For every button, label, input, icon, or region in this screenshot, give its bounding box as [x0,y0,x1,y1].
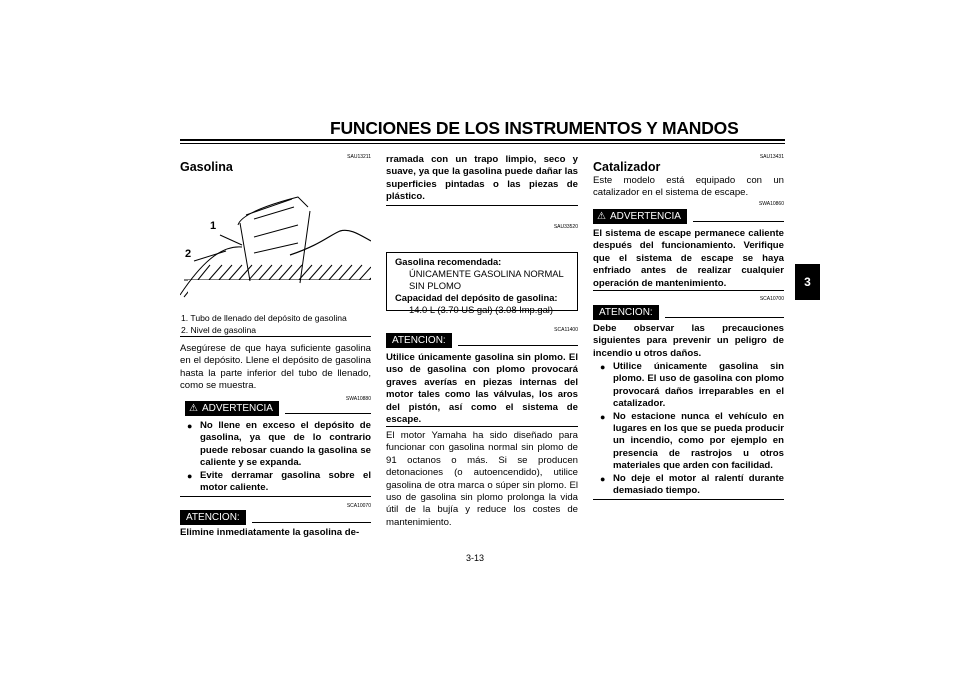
ref-code: SWA10860 [758,201,784,207]
page-header-title: FUNCIONES DE LOS INSTRUMENTOS Y MANDOS [330,118,739,138]
ref-code: SWA10880 [345,396,371,402]
ref-code: SCA11400 [554,327,578,333]
warning-bar [185,401,371,416]
catalyst-intro: Este modelo está equipado con un catalizador en el sistema de escape. [593,175,784,199]
ref-code: SAU33520 [553,224,578,230]
spec-label: Gasolina recomendada: [395,256,502,267]
caution-end-rule [386,426,578,427]
ref-code: SAU13211 [347,154,371,160]
figure-callout-1: 1 [210,220,217,232]
warning-text: El sistema de escape permanece caliente después del funcionamiento. Verifique que el sistema de escape se haya enfriado antes de realizar cualquier operación de mantenimiento. [593,228,784,289]
spec-label: Capacidad del depósito de gasolina: [395,292,558,303]
caution-text: Utilice únicamente gasolina sin plomo. El uso de gasolina con plomo provocará graves averías en piezas internas del motor tales como las válvulas, los aros del pistón, así como el sistema de escape. [386,352,578,426]
list-item: ● No llene en exceso el depósito de gasolina, ya que de lo contrario puede rebosar cuando la gasolina se caliente y se expanda. [187,420,371,469]
bullet-icon: ● [187,470,193,481]
header-rule [180,139,785,141]
caution-bar [593,305,784,320]
caption-rule [180,336,371,337]
warning-bar [593,209,784,224]
caution-bar [180,510,371,525]
ref-code: SAU13431 [759,154,784,160]
page-number: 3-13 [466,553,485,563]
list-item: ● Evite derramar gasolina sobre el motor caliente. [187,469,371,494]
warning-triangle-icon: ⚠ [597,211,606,222]
caution-list [600,361,784,497]
warning-label: ADVERTENCIA [609,211,681,222]
figure-caption-1: 1. Tubo de llenado del depósito de gasolina [181,313,347,323]
spec-value: 14.0 L (3.70 US gal) (3.08 Imp.gal) [409,304,553,315]
caution-label: ATENCION: [593,305,659,320]
engine-fuel-text: El motor Yamaha ha sido diseñado para funcionar con gasolina normal sin plomo de 91 octanos o más. Si se producen detonaciones (o autoencendido), utilice gasolina de otra marca o súper sin plomo. El uso de gasolina sin plomo prolonga la vida útil de la bujía y reduce los costes de mantenimiento. [386,430,578,528]
section-heading-catalizador: Catalizador [593,160,661,174]
fuel-instructions: Asegúrese de que haya suficiente gasolina en el depósito. Llene el depósito de gasolina hasta la parte inferior del tubo de llenado, como se muestra. [180,343,371,392]
caution-bar [386,333,578,348]
caution-label: ATENCION: [386,333,452,348]
bullet-icon: ● [600,411,606,422]
bullet-icon: ● [187,421,193,431]
caution-label: ATENCION: [180,510,246,525]
warning-triangle-icon: ⚠ [189,403,198,414]
figure-caption-2: 2. Nivel de gasolina [181,325,257,335]
spec-value: ÚNICAMENTE GASOLINA NORMAL SIN PLOMO [409,268,564,291]
chapter-tab: 3 [795,264,820,300]
warning-list [187,420,371,494]
fuel-spec-box [386,252,578,315]
section-heading-gasolina: Gasolina [180,160,233,174]
warning-end-rule [180,496,371,497]
caution-text: Elimine inmediatamente la gasolina de- [180,527,360,538]
ref-code: SCA10070 [346,503,371,509]
ref-code: SCA10700 [759,296,784,302]
warning-end-rule [593,290,784,291]
caution-continuation: rramada con un trapo limpio, seco y suave, ya que la gasolina puede dañar las superficies pintadas o las piezas de plástico. [386,154,578,203]
bullet-icon: ● [600,473,606,484]
header-rule-thin [180,143,785,144]
warning-label: ADVERTENCIA [201,403,273,414]
filler-tube-drawing [180,185,371,300]
list-item: ● No estacione nunca el vehículo en lugares en los que se pueda producir un incendio, como por ejemplo en presencia de rastrojos u otros materiales que arden con facilidad. [600,410,784,472]
list-item: ● No deje el motor al ralentí durante demasiado tiempo. [600,472,784,497]
caution-end-rule [386,205,578,206]
list-item: ● Utilice únicamente gasolina sin plomo. El uso de gasolina con plomo provocará daños irreparables en el catalizador. [600,361,784,410]
bullet-icon: ● [600,362,606,372]
caution-text: Debe observar las precauciones siguientes para prevenir un peligro de incendio u otros daños. [593,323,784,359]
fuel-tank-illustration [180,185,371,300]
caution-end-rule [593,499,784,500]
figure-callout-2: 2 [185,248,192,260]
